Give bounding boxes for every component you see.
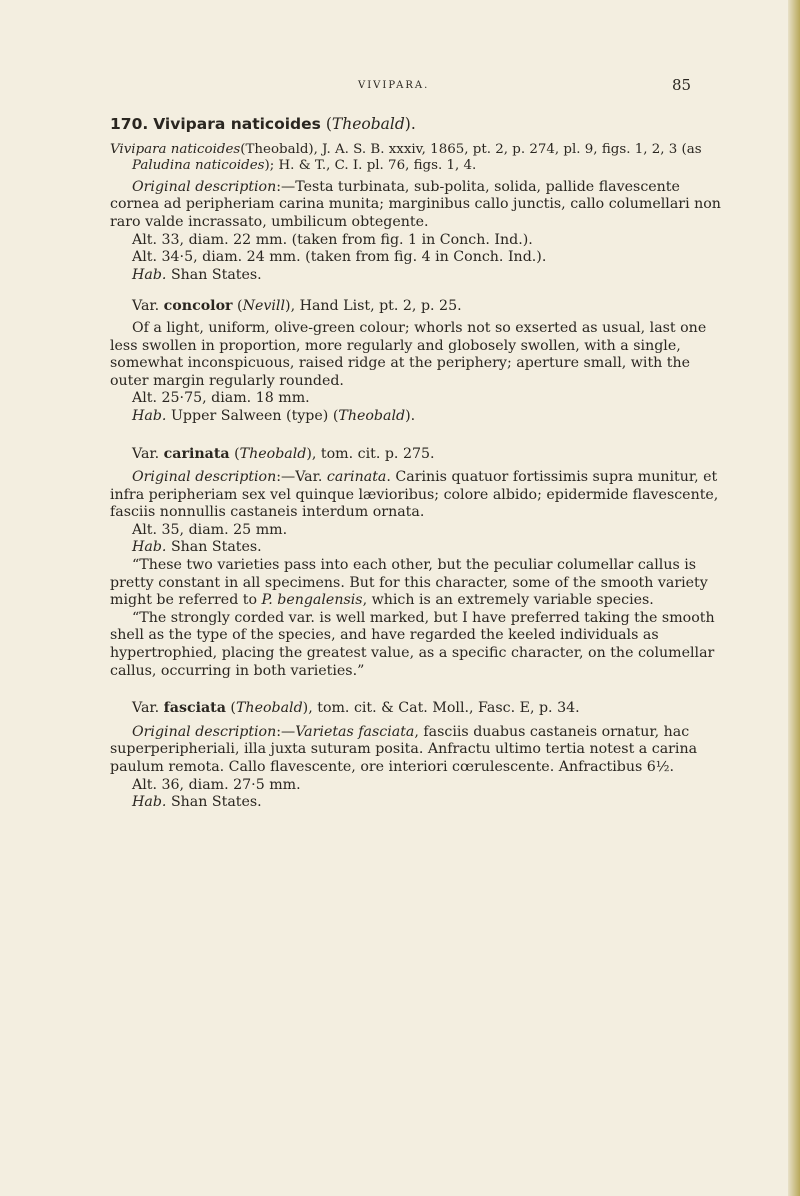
original-description-label: Original description [132, 723, 277, 740]
measurement-2: Alt. 34·5, diam. 24 mm. (taken from fig. 4 in Conch. Ind.). [132, 249, 547, 266]
variety-label: Var. [132, 298, 160, 315]
habitat-text: Upper Salween (type) ( [170, 407, 339, 424]
page-number: 85 [672, 76, 692, 94]
running-head [0, 76, 788, 96]
habitat-text: Shan States. [170, 266, 262, 283]
synonym-reference-2: ); H. & T., C. I. pl. 76, figs. 1, 4. [264, 158, 477, 174]
habitat-label: Hab. [132, 539, 167, 556]
variety-reference: , tom. cit. & Cat. Moll., Fasc. E, p. 34. [308, 700, 580, 717]
quotation-1 [110, 557, 726, 610]
original-description-text: :—Testa turbinata, sub-polita, solida, pallide flavescente cornea ad peripheriam carina munita; marginibus callo junctis, callo columellari non raro valde incrassato, umbilicum obtegente. [110, 178, 721, 230]
variety-description: Of a light, uniform, olive-green colour; whorls not so exserted as usual, last one less swollen in proportion, more regularly and globosely swollen, with a single, somewhat inconspicuous, raised ridge at the periphery; aperture small, with the outer margin regularly rounded. [110, 319, 707, 389]
variety-measurement: Alt. 35, diam. 25 mm. [132, 521, 288, 538]
original-description-text: , fasciis duabus castaneis ornatur, hac superperipheriali, illa juxta suturam posita. Anfractu ultimo tertia notest a carina paulum remota. Callo flavescente, ore interiori cœrulescente. Anfractibus 6½. [110, 723, 698, 775]
habitat-label: Hab. [132, 407, 167, 424]
original-description-text: . Carinis quatuor fortissimis supra munitur, et infra peripheriam sex vel quinque lævioribus; colore albido; epidermide flavescente, fasciis nonnullis castaneis interdum ornata. [110, 469, 719, 521]
variety-habitat [110, 794, 726, 812]
species-heading: 170. Vivipara naticoides (Theobald). [110, 115, 416, 133]
original-description-prefix: :—Var. [276, 469, 327, 486]
habitat-text: Shan States. [170, 794, 262, 811]
variety-author: Nevill [242, 298, 286, 315]
species-number: 170. [110, 115, 149, 133]
synonym-name-2: Paludina naticoides [132, 158, 265, 174]
variety-heading-concolor: Var. concolor (Nevill), Hand List, pt. 2, p. 25. [132, 298, 462, 315]
variety-habitat [110, 539, 726, 557]
variety-name: fasciata [163, 700, 226, 717]
variety-measurement: Alt. 25·75, diam. 18 mm. [132, 390, 310, 407]
variety-reference: , Hand List, pt. 2, p. 25. [290, 298, 462, 315]
measurement-1: Alt. 33, diam. 22 mm. (taken from fig. 1 in Conch. Ind.). [132, 231, 533, 248]
variety-heading-carinata: Var. carinata (Theobald), tom. cit. p. 275. [132, 445, 435, 462]
variety-reference: , tom. cit. p. 275. [311, 445, 435, 462]
original-description-label: Original description [132, 469, 277, 486]
variety-author: Theobald [235, 700, 303, 717]
original-description-prefix: :— [276, 723, 296, 740]
synonymy [110, 142, 726, 175]
variety-original-description [110, 469, 726, 522]
original-description-name: carinata [326, 469, 387, 486]
habitat-text: Shan States. [170, 539, 262, 556]
variety-label: Var. [132, 445, 160, 462]
page-content [110, 116, 726, 812]
variety-habitat [110, 408, 726, 426]
original-description [110, 179, 726, 232]
habitat-label: Hab. [132, 794, 167, 811]
habitat [110, 267, 726, 285]
habitat-end: ). [405, 407, 416, 424]
variety-heading-fasciata: Var. fasciata (Theobald), tom. cit. & Cat. Moll., Fasc. E, p. 34. [132, 700, 580, 717]
variety-name: concolor [163, 298, 233, 315]
quotation-1-end: , which is an extremely variable species. [362, 592, 654, 609]
variety-measurement: Alt. 36, diam. 27·5 mm. [132, 776, 301, 793]
synonym-name: Vivipara naticoides [110, 141, 241, 157]
original-description-name: Varietas fasciata [295, 723, 415, 740]
habitat-author: Theobald [338, 407, 406, 424]
habitat-label: Hab. [132, 266, 167, 283]
variety-author: Theobald [239, 445, 307, 462]
page-edge [788, 0, 800, 1196]
variety-original-description [110, 724, 726, 777]
quotation-1-species: P. bengalensis [261, 592, 363, 609]
original-description-label: Original description [132, 178, 277, 195]
variety-name: carinata [163, 445, 230, 462]
species-name: Vivipara naticoides [153, 115, 321, 133]
variety-label: Var. [132, 700, 160, 717]
quotation-2: “The strongly corded var. is well marked, but I have preferred taking the smooth shell as the type of the species, and have regarded the keeled individuals as hypertrophied, placing the greatest value, as a specific character, on the columellar callus, occurring in both varieties.” [110, 609, 715, 679]
quotation-1-start: “These two varieties pass into each other, but the peculiar columellar callus is pretty constant in all specimens. But for this character, some of the smooth variety might be referred to [110, 557, 708, 609]
species-author: Theobald [331, 115, 405, 133]
running-title: VIVIPARA. [358, 80, 430, 91]
synonym-reference: (Theobald), J. A. S. B. xxxiv, 1865, pt. 2, p. 274, pl. 9, figs. 1, 2, 3 (as [240, 141, 702, 157]
